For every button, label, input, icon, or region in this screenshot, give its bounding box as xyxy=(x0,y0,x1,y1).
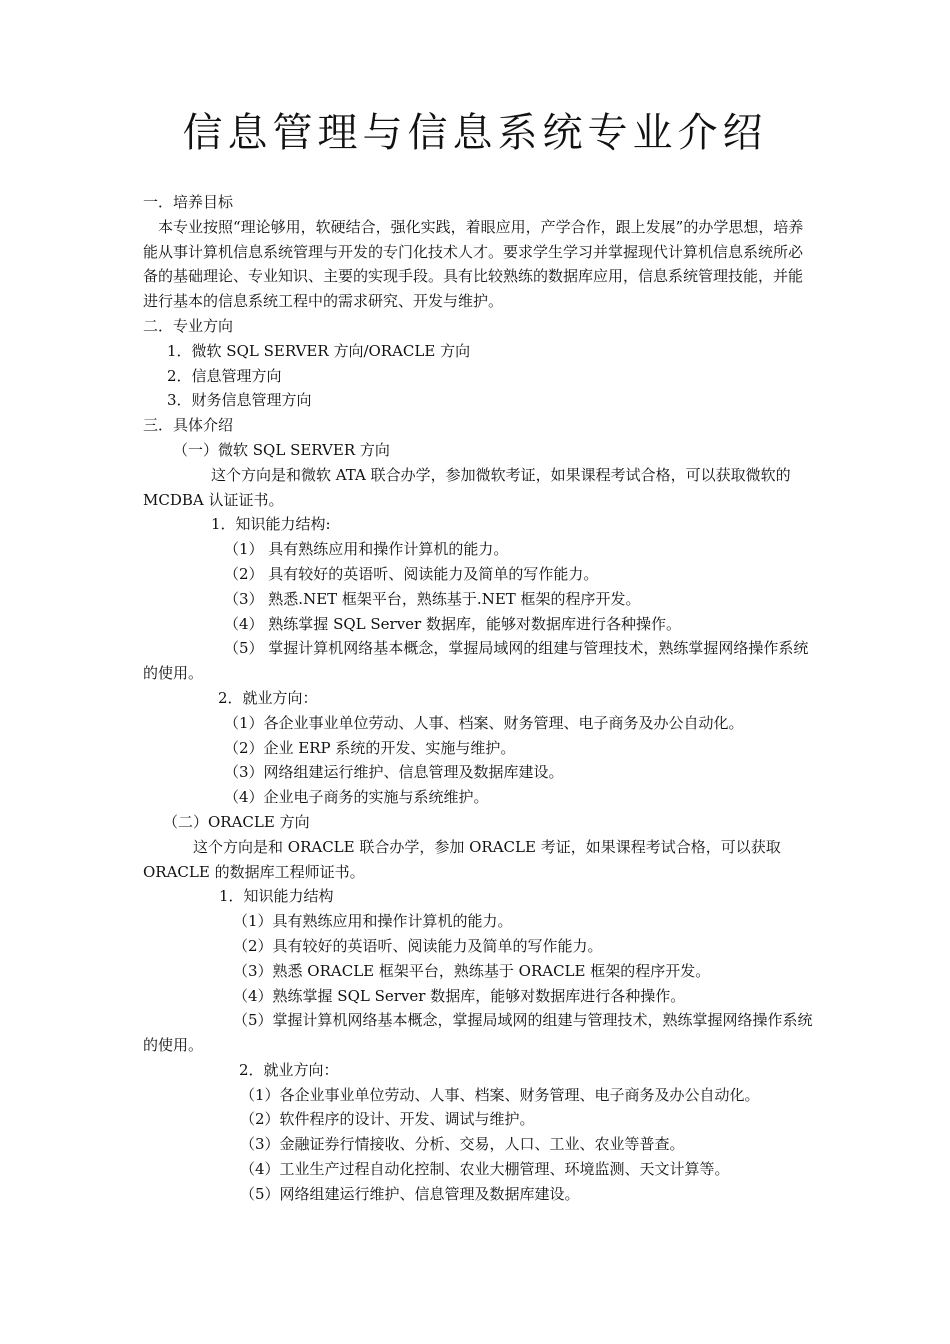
list-item: （1）各企业事业单位劳动、人事、档案、财务管理、电子商务及办公自动化。 xyxy=(240,1085,760,1104)
list-item: （5） 掌握计算机网络基本概念，掌握局域网的组建与管理技术，熟练掌握网络操作系统的使用。 xyxy=(143,639,809,683)
list-item: （5）网络组建运行维护、信息管理及数据库建设。 xyxy=(240,1184,580,1203)
list-item: （4） 熟练掌握 SQL Server 数据库，能够对数据库进行各种操作。 xyxy=(224,614,681,633)
list-heading: 1．知识能力结构 xyxy=(219,887,334,906)
subsection-heading: （一）微软 SQL SERVER 方向 xyxy=(173,440,390,459)
list-item: （1）具有熟练应用和操作计算机的能力。 xyxy=(233,912,513,931)
list-heading: 2．就业方向： xyxy=(239,1060,339,1079)
list-item: （2） 具有较好的英语听、阅读能力及简单的写作能力。 xyxy=(224,564,599,583)
list-item: （4）熟练掌握 SQL Server 数据库，能够对数据库进行各种操作。 xyxy=(233,986,686,1005)
section-heading: 三．具体介绍 xyxy=(143,416,234,435)
subsection-heading: （二）ORACLE 方向 xyxy=(163,812,310,831)
paragraph: 这个方向是和微软 ATA 联合办学，参加微软考证，如果课程考试合格，可以获取微软的 MCDBA 认证证书。 xyxy=(143,465,791,509)
section-heading: 一．培养目标 xyxy=(143,193,234,211)
list-item: （5）掌握计算机网络基本概念，掌握局域网的组建与管理技术，熟练掌握网络操作系统的使用。 xyxy=(143,1011,813,1055)
list-item: （2）软件程序的设计、开发、调试与维护。 xyxy=(240,1110,535,1129)
list-item: （4）企业电子商务的实施与系统维护。 xyxy=(224,788,489,807)
list-item: （3）网络组建运行维护、信息管理及数据库建设。 xyxy=(224,763,564,782)
list-item: （2）具有较好的英语听、阅读能力及简单的写作能力。 xyxy=(233,936,603,955)
list-item: （4）工业生产过程自动化控制、农业大棚管理、环境监测、天文计算等。 xyxy=(240,1160,730,1179)
document-body xyxy=(143,190,815,1207)
list-item: （1） 具有熟练应用和操作计算机的能力。 xyxy=(224,540,509,559)
paragraph: 这个方向是和 ORACLE 联合办学，参加 ORACLE 考证，如果课程考试合格，可以获取 ORACLE 的数据库工程师证书。 xyxy=(143,837,781,881)
list-item: 3．财务信息管理方向 xyxy=(167,391,312,410)
document-title: 信息管理与信息系统专业介绍 xyxy=(182,110,768,156)
list-item: （2）企业 ERP 系统的开发、实施与维护。 xyxy=(224,738,516,757)
list-item: （3） 熟悉.NET 框架平台，熟练基于.NET 框架的程序开发。 xyxy=(224,589,641,608)
list-item: （1）各企业事业单位劳动、人事、档案、财务管理、电子商务及办公自动化。 xyxy=(224,713,744,732)
paragraph: 本专业按照“理论够用，软硬结合，强化实践，着眼应用，产学合作，跟上发展”的办学思想，培养能从事计算机信息系统管理与开发的专门化技术人才。要求学生学习并掌握现代计算机信息系统所必备的基础理论、专业知识、主要的实现手段。具有比较熟练的数据库应用，信息系统管理技能，并能进行基本的信息系统工程中的需求研究、开发与维护。 xyxy=(143,217,804,311)
list-heading: 2．就业方向： xyxy=(218,688,318,707)
section-heading: 二．专业方向 xyxy=(143,316,234,335)
list-item: （3）金融证券行情接收、分析、交易，人口、工业、农业等普查。 xyxy=(240,1135,685,1154)
list-item: 2．信息管理方向 xyxy=(167,366,282,385)
list-item: （3）熟悉 ORACLE 框架平台，熟练基于 ORACLE 框架的程序开发。 xyxy=(233,961,711,980)
list-item: 1．微软 SQL SERVER 方向/ORACLE 方向 xyxy=(167,341,471,360)
list-heading: 1．知识能力结构: xyxy=(211,515,331,534)
